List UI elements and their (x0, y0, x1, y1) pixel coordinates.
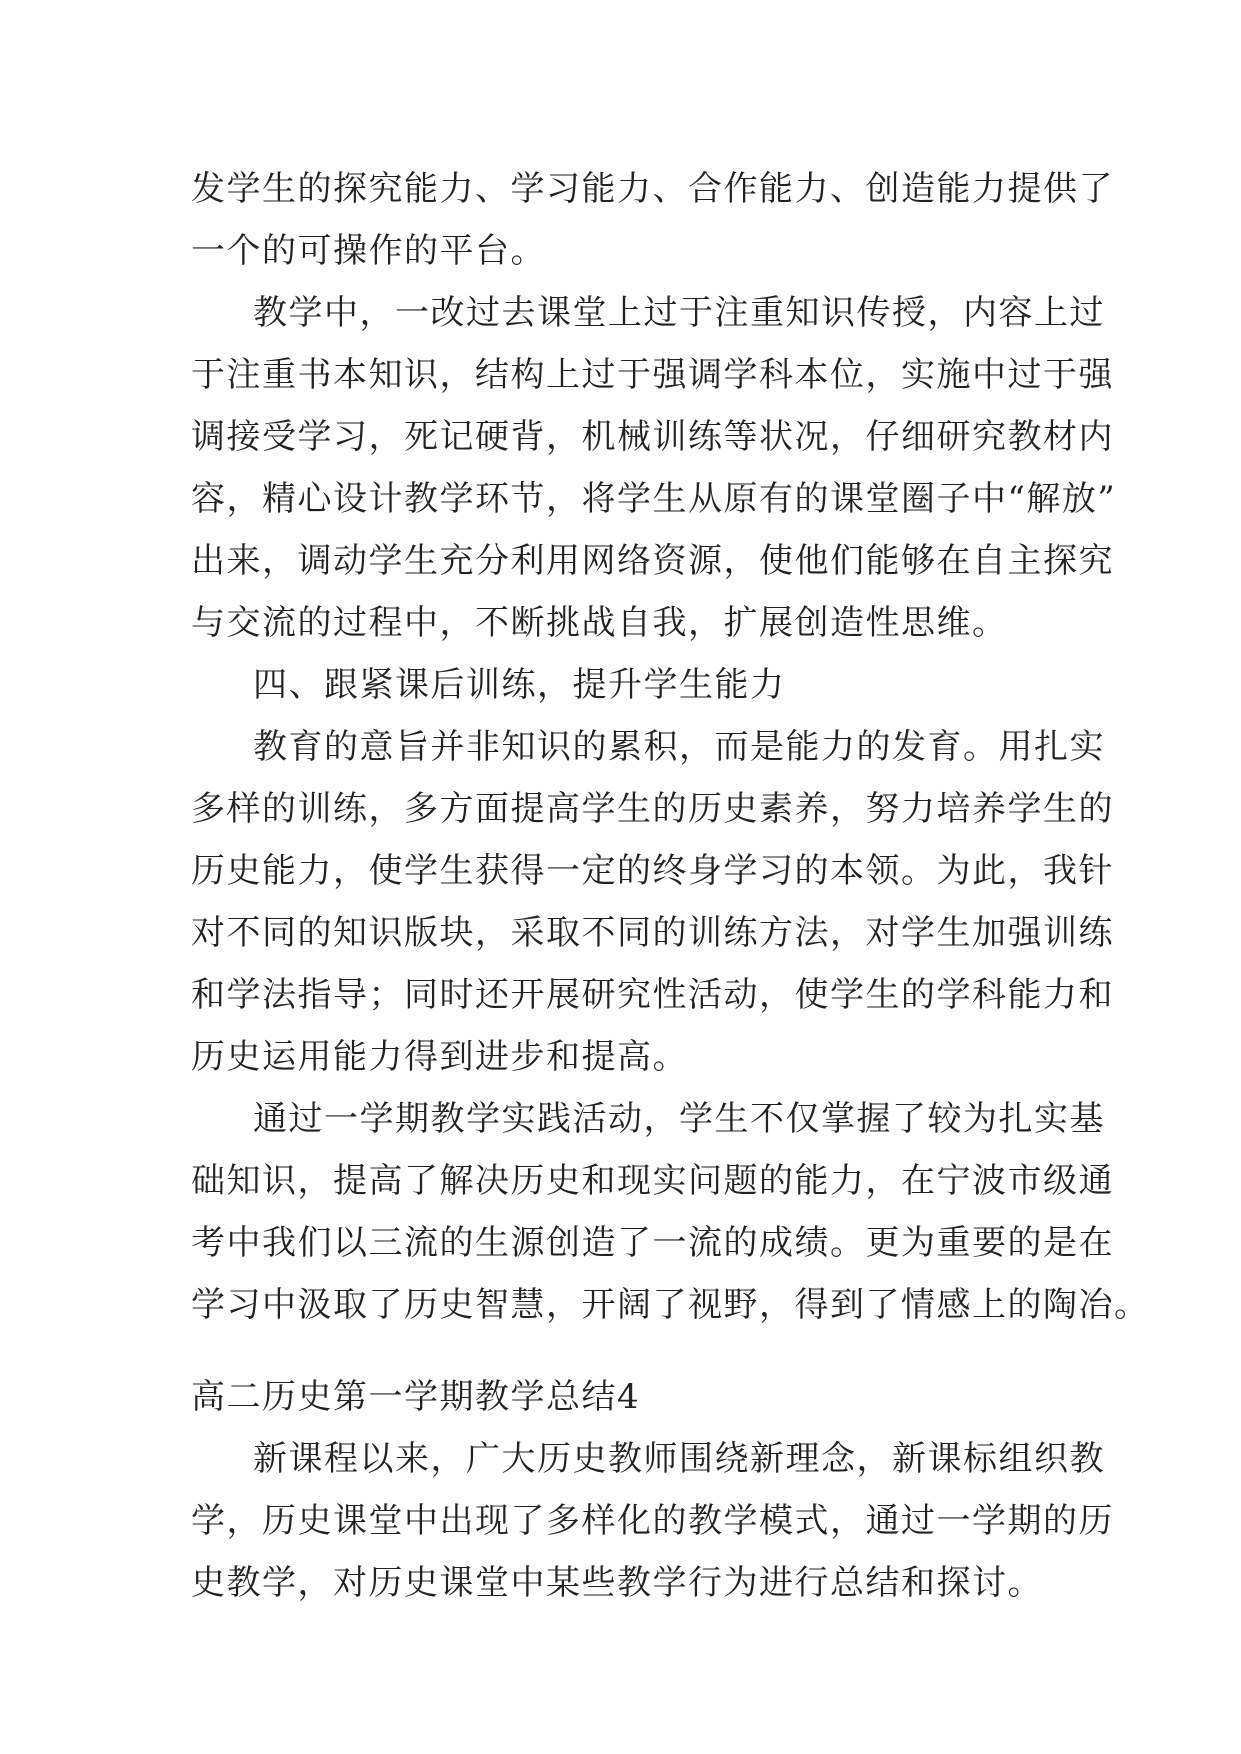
document-body (191, 158, 1150, 1614)
body-text-line: 考中我们以三流的生源创造了一流的成绩。更为重要的是在 (191, 1223, 1114, 1263)
body-text-line: 历史能力，使学生获得一定的终身学习的本领。为此，我针 (191, 851, 1114, 891)
paragraph-start-line: 新课程以来，广大历史教师围绕新理念，新课标组织教 (253, 1439, 1105, 1479)
body-text-line: 调接受学习，死记硬背，机械训练等状况，仔细研究教材内 (191, 417, 1114, 457)
body-text-line: 历史运用能力得到进步和提高。 (191, 1037, 688, 1077)
body-text-line: 史教学，对历史课堂中某些教学行为进行总结和探讨。 (191, 1563, 1043, 1603)
paragraph-start-line: 通过一学期教学实践活动，学生不仅掌握了较为扎实基 (253, 1099, 1105, 1139)
body-text-line: 和学法指导；同时还开展研究性活动，使学生的学科能力和 (191, 975, 1114, 1015)
document-title: 高二历史第一学期教学总结4 (191, 1377, 641, 1417)
body-text-line: 发学生的探究能力、学习能力、合作能力、创造能力提供了 (191, 169, 1114, 209)
body-text-line: 学，历史课堂中出现了多样化的教学模式，通过一学期的历 (191, 1501, 1114, 1541)
body-text-line: 对不同的知识版块，采取不同的训练方法，对学生加强训练 (191, 913, 1114, 953)
paragraph-start-line: 教学中，一改过去课堂上过于注重知识传授，内容上过 (253, 293, 1105, 333)
body-text-line: 一个的可操作的平台。 (191, 231, 546, 271)
body-text-line: 与交流的过程中，不断挑战自我，扩展创造性思维。 (191, 603, 1008, 643)
body-text-line: 出来，调动学生充分利用网络资源，使他们能够在自主探究 (191, 541, 1114, 581)
section-heading: 四、跟紧课后训练，提升学生能力 (253, 665, 786, 705)
section-spacer (191, 1336, 1051, 1366)
body-text-line: 多样的训练，多方面提高学生的历史素养，努力培养学生的 (191, 789, 1114, 829)
body-text-line: 于注重书本知识，结构上过于强调学科本位，实施中过于强 (191, 355, 1114, 395)
body-text-line: 础知识，提高了解决历史和现实问题的能力，在宁波市级通 (191, 1161, 1114, 1201)
body-text-line: 学习中汲取了历史智慧，开阔了视野，得到了情感上的陶冶。 (191, 1285, 1150, 1325)
body-text-line: 容，精心设计教学环节，将学生从原有的课堂圈子中“解放” (191, 479, 1117, 519)
paragraph-start-line: 教育的意旨并非知识的累积，而是能力的发育。用扎实 (253, 727, 1105, 767)
